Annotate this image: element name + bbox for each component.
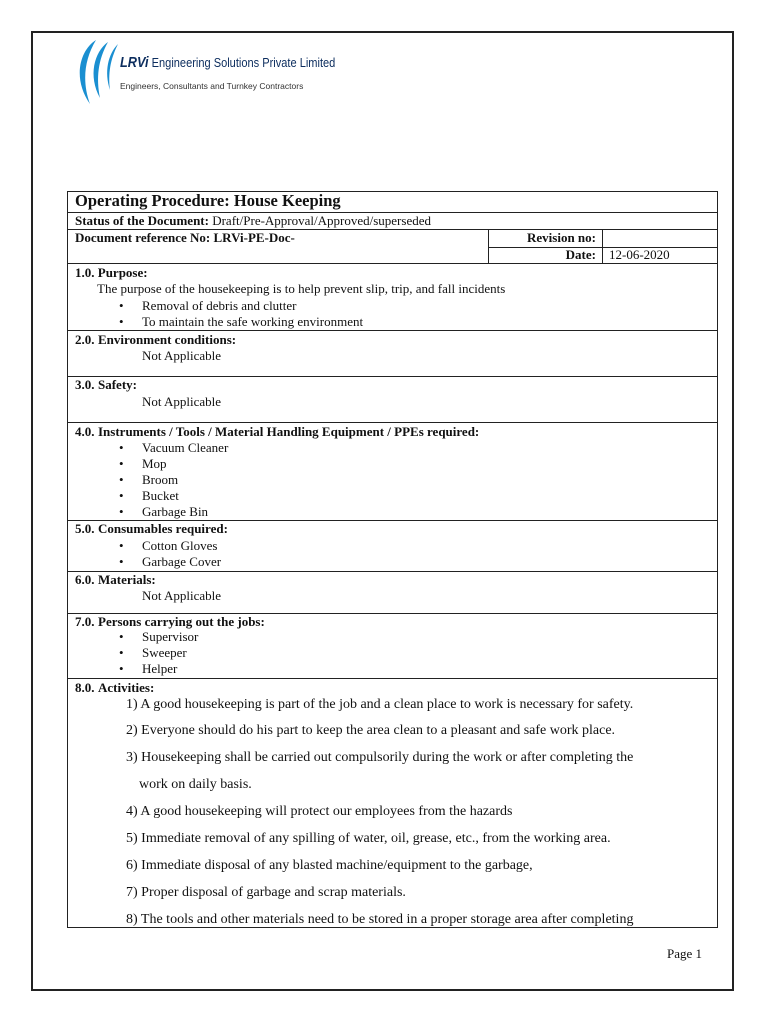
persons-heading: Persons carrying out the jobs: — [98, 614, 265, 629]
date-label: Date: — [565, 247, 596, 262]
section-environment — [68, 331, 717, 377]
doc-reference: Document reference No: LRVi-PE-Doc- — [75, 230, 295, 245]
activity-item: 2) Everyone should do his part to keep the area clean to a pleasant and safe work place. — [126, 723, 616, 738]
page-number: Page 1 — [666, 946, 702, 961]
company-name — [120, 54, 335, 71]
company-short: LRVi — [120, 54, 149, 71]
date-value: 12-06-2020 — [609, 247, 670, 262]
title-row — [68, 192, 717, 213]
activities-heading: Activities: — [98, 680, 155, 695]
company-logo — [74, 38, 334, 108]
environment-num: 2.0. — [75, 332, 95, 347]
doc-title: Operating Procedure: House Keeping — [75, 191, 341, 210]
section-persons: 7.0. Persons carrying out the jobs: • Supervisor • Sweeper • Helper — [68, 614, 717, 679]
date-label-cell — [489, 247, 602, 263]
activities-num: 8.0. — [75, 680, 95, 695]
safety-text: Not Applicable — [142, 394, 222, 409]
activity-item: 1) A good housekeeping is part of the job and a clean place to work is necessary for safety. — [126, 697, 634, 712]
safety-num: 3.0. — [75, 377, 95, 392]
materials-heading: Materials: — [98, 572, 156, 587]
section-consumables: 5.0. Consumables required: • Cotton Gloves • Garbage Cover — [68, 521, 717, 572]
date-value-cell — [603, 247, 717, 263]
section-purpose: 1.0. Purpose: The purpose of the housekeeping is to help prevent slip, trip, and fall incidents • Removal of debris and clutter • To maintain the safe working environment — [68, 264, 717, 331]
status-row — [68, 213, 717, 230]
status-label: Status of the Document: — [75, 213, 209, 228]
procedure-table — [67, 191, 718, 928]
revision-value-cell — [603, 230, 717, 248]
activity-item: 3) Housekeeping shall be carried out compulsorily during the work or after completing the — [126, 750, 634, 765]
revision-label-cell — [489, 230, 602, 248]
persons-num: 7.0. — [75, 614, 95, 629]
safety-heading: Safety: — [98, 377, 137, 392]
materials-num: 6.0. — [75, 572, 95, 587]
company-tagline: Engineers, Consultants and Turnkey Contractors — [120, 81, 304, 91]
logo-swoosh-icon — [74, 38, 120, 108]
status-text — [75, 213, 431, 229]
activity-item: work on daily basis. — [139, 777, 252, 792]
label-column — [488, 230, 602, 263]
consumables-num: 5.0. — [75, 521, 95, 536]
section-instruments: 4.0. Instruments / Tools / Material Handling Equipment / PPEs required: • Vacuum Cleaner • Mop • Broom • Bucket • Garbage Bin — [68, 423, 717, 521]
value-column — [602, 230, 717, 263]
environment-heading: Environment conditions: — [98, 332, 237, 347]
activity-item: 8) The tools and other materials need to be stored in a proper storage area after completing — [126, 912, 634, 927]
activity-item: 7) Proper disposal of garbage and scrap materials. — [126, 885, 406, 900]
activity-item: 5) Immediate removal of any spilling of water, oil, grease, etc., from the working area. — [126, 831, 611, 846]
activity-item: 4) A good housekeeping will protect our employees from the hazards — [126, 804, 513, 819]
section-safety — [68, 377, 717, 423]
section-activities — [68, 679, 717, 927]
instruments-heading: Instruments / Tools / Material Handling Equipment / PPEs required: — [98, 424, 480, 439]
consumables-heading: Consumables required: — [98, 521, 228, 536]
environment-text: Not Applicable — [142, 348, 222, 363]
company-fullname: Engineering Solutions Private Limited — [151, 55, 336, 70]
activity-item: 6) Immediate disposal of any blasted machine/equipment to the garbage, — [126, 858, 533, 873]
status-value: Draft/Pre-Approval/Approved/superseded — [212, 213, 431, 228]
revision-label: Revision no: — [527, 230, 596, 245]
purpose-heading: 1.0. Purpose: — [75, 265, 148, 280]
section-materials — [68, 572, 717, 614]
purpose-text: The purpose of the housekeeping is to help prevent slip, trip, and fall incidents — [97, 281, 506, 296]
reference-row — [68, 230, 717, 264]
materials-text: Not Applicable — [142, 588, 222, 603]
instruments-num: 4.0. — [75, 424, 95, 439]
